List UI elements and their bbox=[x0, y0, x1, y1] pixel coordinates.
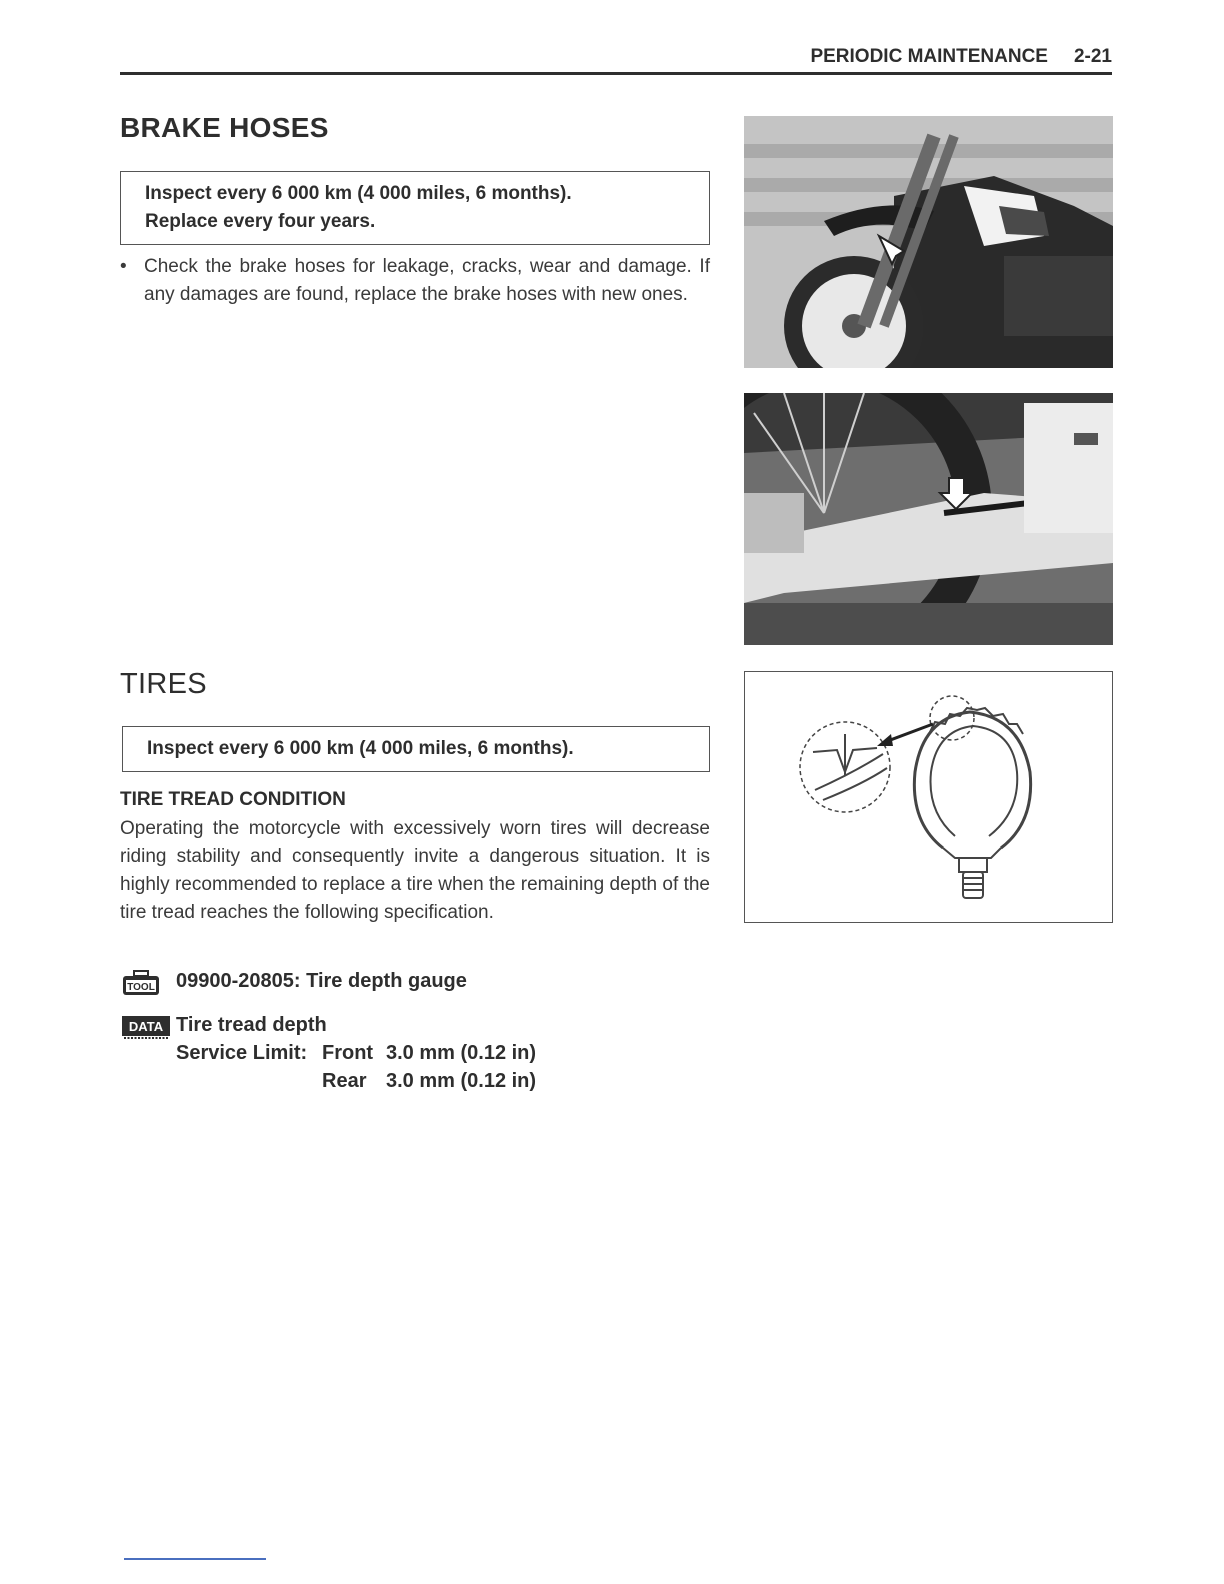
brake-hoses-notice-line-2: Replace every four years. bbox=[145, 211, 376, 232]
front-brake-hose-photo bbox=[744, 116, 1113, 368]
brake-hoses-notice-box bbox=[120, 171, 710, 245]
rear-brake-hose-illustration bbox=[744, 393, 1113, 645]
bullet-dot: • bbox=[120, 256, 127, 277]
tread-gauge-illustration bbox=[745, 672, 1111, 921]
footer-rule bbox=[124, 1558, 266, 1560]
service-limit-label: Service Limit: bbox=[176, 1042, 308, 1064]
front-brake-hose-illustration bbox=[744, 116, 1113, 368]
tool-icon-label: TOOL bbox=[127, 982, 155, 993]
rear-brake-hose-photo bbox=[744, 393, 1113, 645]
brake-hoses-bullet-text: Check the brake hoses for leakage, cracks, wear and damage. If any damages are found, replace the brake hoses with new ones. bbox=[144, 256, 710, 305]
running-header bbox=[120, 46, 1112, 72]
brake-hoses-notice-line-1: Inspect every 6 000 km (4 000 miles, 6 months). bbox=[145, 183, 572, 204]
tread-depth-gauge-diagram bbox=[744, 671, 1113, 923]
brake-hoses-bullet bbox=[120, 253, 710, 309]
brake-hoses-heading: BRAKE HOSES bbox=[120, 112, 329, 143]
header-section-title: PERIODIC MAINTENANCE bbox=[810, 46, 1048, 67]
data-icon-label: DATA bbox=[128, 1019, 164, 1034]
front-value: 3.0 mm (0.12 in) bbox=[386, 1042, 537, 1064]
tire-tread-heading: TIRE TREAD CONDITION bbox=[120, 789, 346, 810]
header-page-number: 2-21 bbox=[1073, 46, 1112, 67]
header-rule bbox=[120, 72, 1112, 75]
rear-value: 3.0 mm (0.12 in) bbox=[386, 1070, 537, 1092]
front-label: Front bbox=[322, 1042, 374, 1064]
tire-tread-paragraph: Operating the motorcycle with excessively worn tires will decrease riding stability and consequently invite a dangerous situation. It is highly recommended to replace a tire when the remaining depth of the tire tread reaches the following specification. bbox=[120, 818, 710, 923]
data-badge-icon bbox=[122, 1016, 170, 1040]
tires-notice-text: Inspect every 6 000 km (4 000 miles, 6 months). bbox=[147, 738, 574, 759]
rear-label: Rear bbox=[322, 1070, 367, 1092]
spec-title: Tire tread depth bbox=[176, 1014, 327, 1036]
tool-part-number: 09900-20805: Tire depth gauge bbox=[176, 970, 467, 992]
tires-heading: TIRES bbox=[120, 668, 207, 700]
tires-notice-box bbox=[122, 726, 710, 772]
toolbox-icon bbox=[122, 970, 160, 996]
